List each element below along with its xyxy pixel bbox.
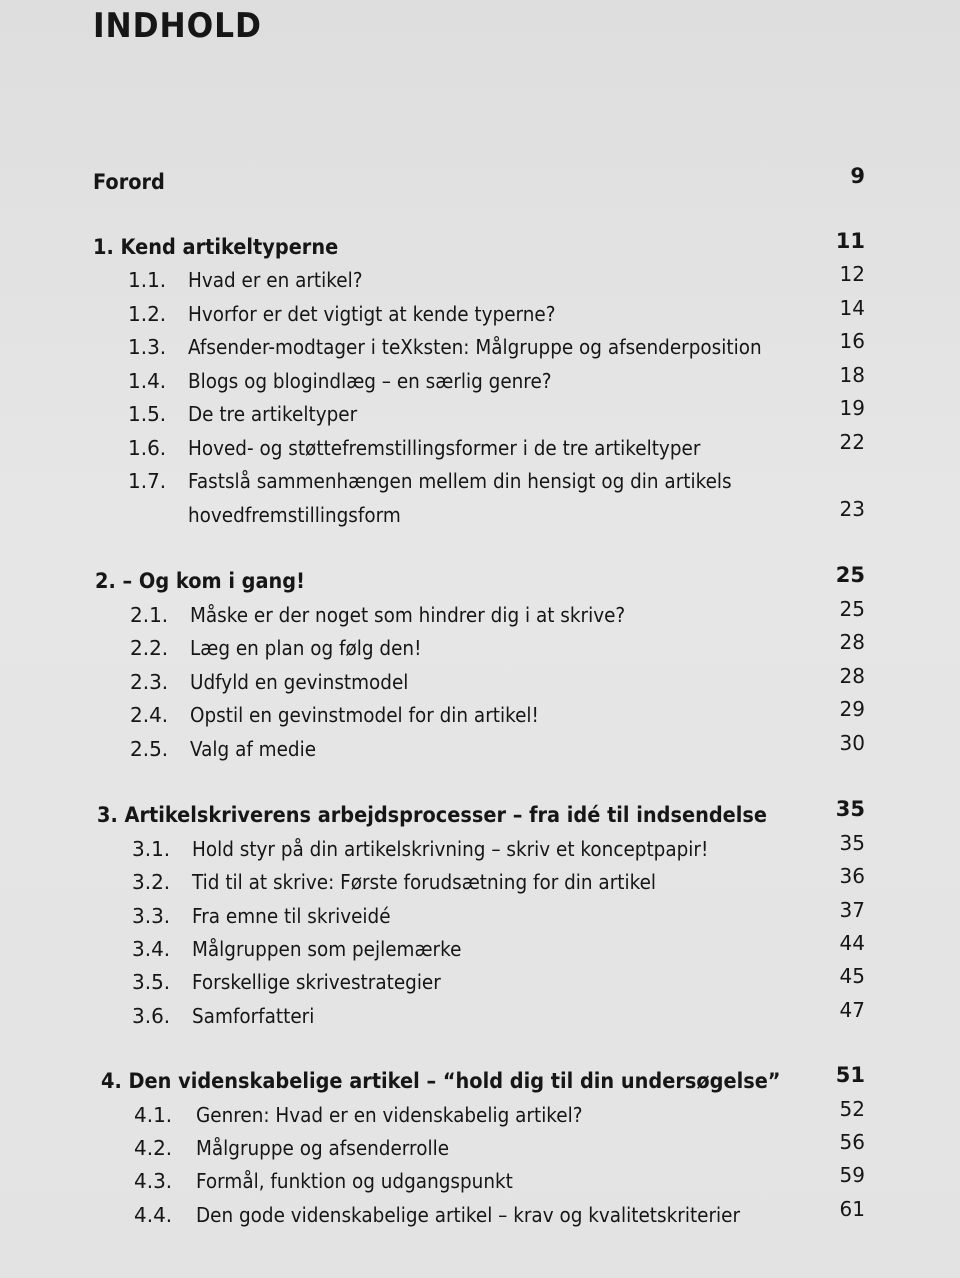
page-number: 25 — [835, 563, 865, 587]
toc-section — [0, 262, 960, 295]
toc-section — [0, 697, 960, 730]
page-number: 61 — [839, 1197, 865, 1221]
toc-section — [0, 396, 960, 429]
section-number: 3.6. — [132, 1004, 171, 1028]
section-title: Hold styr på din artikelskrivning – skriv et konceptpapir! — [192, 837, 709, 861]
section-title: Måske er der noget som hindrer dig i at skrive? — [190, 603, 626, 627]
page-number: 9 — [850, 164, 865, 188]
toc-section — [0, 964, 960, 997]
section-number: 3.1. — [132, 837, 171, 861]
toc-section — [0, 664, 960, 697]
page-number: 45 — [839, 964, 865, 988]
page-number: 56 — [839, 1130, 865, 1154]
section-title: Tid til at skrive: Første forudsætning for din artikel — [192, 870, 657, 894]
chapter-title: 4. Den videnskabelige artikel – “hold dig til din undersøgelse” — [101, 1069, 781, 1093]
section-number: 2.4. — [130, 703, 169, 727]
page-number: 28 — [839, 630, 865, 654]
section-title: Hvad er en artikel? — [188, 268, 363, 292]
page-number: 29 — [839, 697, 865, 721]
toc-section — [0, 466, 960, 496]
section-title: Formål, funktion og udgangspunkt — [196, 1169, 513, 1193]
toc-section — [0, 898, 960, 931]
section-title: Samforfatteri — [192, 1004, 315, 1028]
chapter-title: 2. – Og kom i gang! — [95, 569, 305, 593]
section-number: 3.3. — [132, 904, 171, 928]
page-number: 19 — [839, 396, 865, 420]
section-title: Valg af medie — [190, 737, 317, 761]
toc-chapter — [0, 563, 960, 596]
toc-section — [0, 630, 960, 663]
section-title: Fastslå sammenhængen mellem din hensigt og din artikels — [188, 469, 732, 493]
page-number: 28 — [839, 664, 865, 688]
section-title: Den gode videnskabelige artikel – krav og kvalitetskriterier — [196, 1203, 741, 1227]
toc-section — [0, 1197, 960, 1230]
page-number: 22 — [839, 430, 865, 454]
section-number: 1.4. — [128, 369, 167, 393]
section-number: 2.2. — [130, 636, 169, 660]
page-title: INDHOLD — [93, 6, 262, 46]
section-number: 1.2. — [128, 302, 167, 326]
page-number: 35 — [835, 797, 865, 821]
page-number: 52 — [839, 1097, 865, 1121]
page-number: 23 — [839, 497, 865, 521]
section-number: 2.5. — [130, 737, 169, 761]
section-number: 4.2. — [134, 1136, 173, 1160]
chapter-title: 3. Artikelskriverens arbejdsprocesser – fra idé til indsendelse — [97, 803, 768, 827]
section-title: hovedfremstillingsform — [188, 503, 401, 527]
section-number: 2.3. — [130, 670, 169, 694]
section-title: Hvorfor er det vigtigt at kende typerne? — [188, 302, 556, 326]
page-number: 59 — [839, 1163, 865, 1187]
section-title: Målgruppen som pejlemærke — [192, 937, 462, 961]
page-number: 36 — [839, 864, 865, 888]
section-title: Udfyld en gevinstmodel — [190, 670, 409, 694]
toc-section — [0, 296, 960, 329]
page-number: 12 — [839, 262, 865, 286]
section-number: 3.5. — [132, 970, 171, 994]
section-title: Målgruppe og afsenderrolle — [196, 1136, 450, 1160]
toc-section — [0, 831, 960, 864]
section-number: 1.6. — [128, 436, 167, 460]
toc-section — [0, 497, 960, 530]
section-number: 1.5. — [128, 402, 167, 426]
section-title: De tre artikeltyper — [188, 402, 358, 426]
toc-section — [0, 998, 960, 1031]
section-title: Blogs og blogindlæg – en særlig genre? — [188, 369, 552, 393]
toc-section — [0, 731, 960, 764]
toc-section — [0, 430, 960, 463]
section-number: 2.1. — [130, 603, 169, 627]
page-number: 47 — [839, 998, 865, 1022]
section-title: Forskellige skrivestrategier — [192, 970, 441, 994]
toc-section — [0, 931, 960, 964]
section-title: Afsender-modtager i teXksten: Målgruppe og afsenderposition — [188, 335, 762, 359]
toc-section — [0, 1163, 960, 1196]
toc-section — [0, 864, 960, 897]
section-number: 4.3. — [134, 1169, 173, 1193]
page-number: 51 — [835, 1063, 865, 1087]
page-number: 30 — [839, 731, 865, 755]
toc-section — [0, 1097, 960, 1130]
toc-chapter — [0, 229, 960, 262]
page-number: 18 — [839, 363, 865, 387]
section-title: Genren: Hvad er en videnskabelig artikel? — [196, 1103, 583, 1127]
section-title: Hoved- og støttefremstillingsformer i de tre artikeltyper — [188, 436, 701, 460]
section-number: 3.2. — [132, 870, 171, 894]
page-number: 35 — [839, 831, 865, 855]
page-number: 14 — [839, 296, 865, 320]
section-title: Læg en plan og følg den! — [190, 636, 422, 660]
section-number: 4.4. — [134, 1203, 173, 1227]
toc-chapter — [0, 164, 960, 197]
chapter-title: Forord — [93, 170, 165, 194]
page-number: 11 — [835, 229, 865, 253]
toc-chapter — [0, 1063, 960, 1096]
page-number: 44 — [839, 931, 865, 955]
page-number: 25 — [839, 597, 865, 621]
page-number: 37 — [839, 898, 865, 922]
section-number: 1.7. — [128, 469, 167, 493]
section-title: Opstil en gevinstmodel for din artikel! — [190, 703, 539, 727]
section-number: 1.3. — [128, 335, 167, 359]
toc-section — [0, 1130, 960, 1163]
chapter-title: 1. Kend artikeltyperne — [93, 235, 339, 259]
page-number: 16 — [839, 329, 865, 353]
toc-section — [0, 329, 960, 362]
toc-section — [0, 363, 960, 396]
toc-section — [0, 597, 960, 630]
section-number: 4.1. — [134, 1103, 173, 1127]
section-number: 3.4. — [132, 937, 171, 961]
toc-chapter — [0, 797, 960, 830]
section-title: Fra emne til skriveidé — [192, 904, 391, 928]
section-number: 1.1. — [128, 268, 167, 292]
